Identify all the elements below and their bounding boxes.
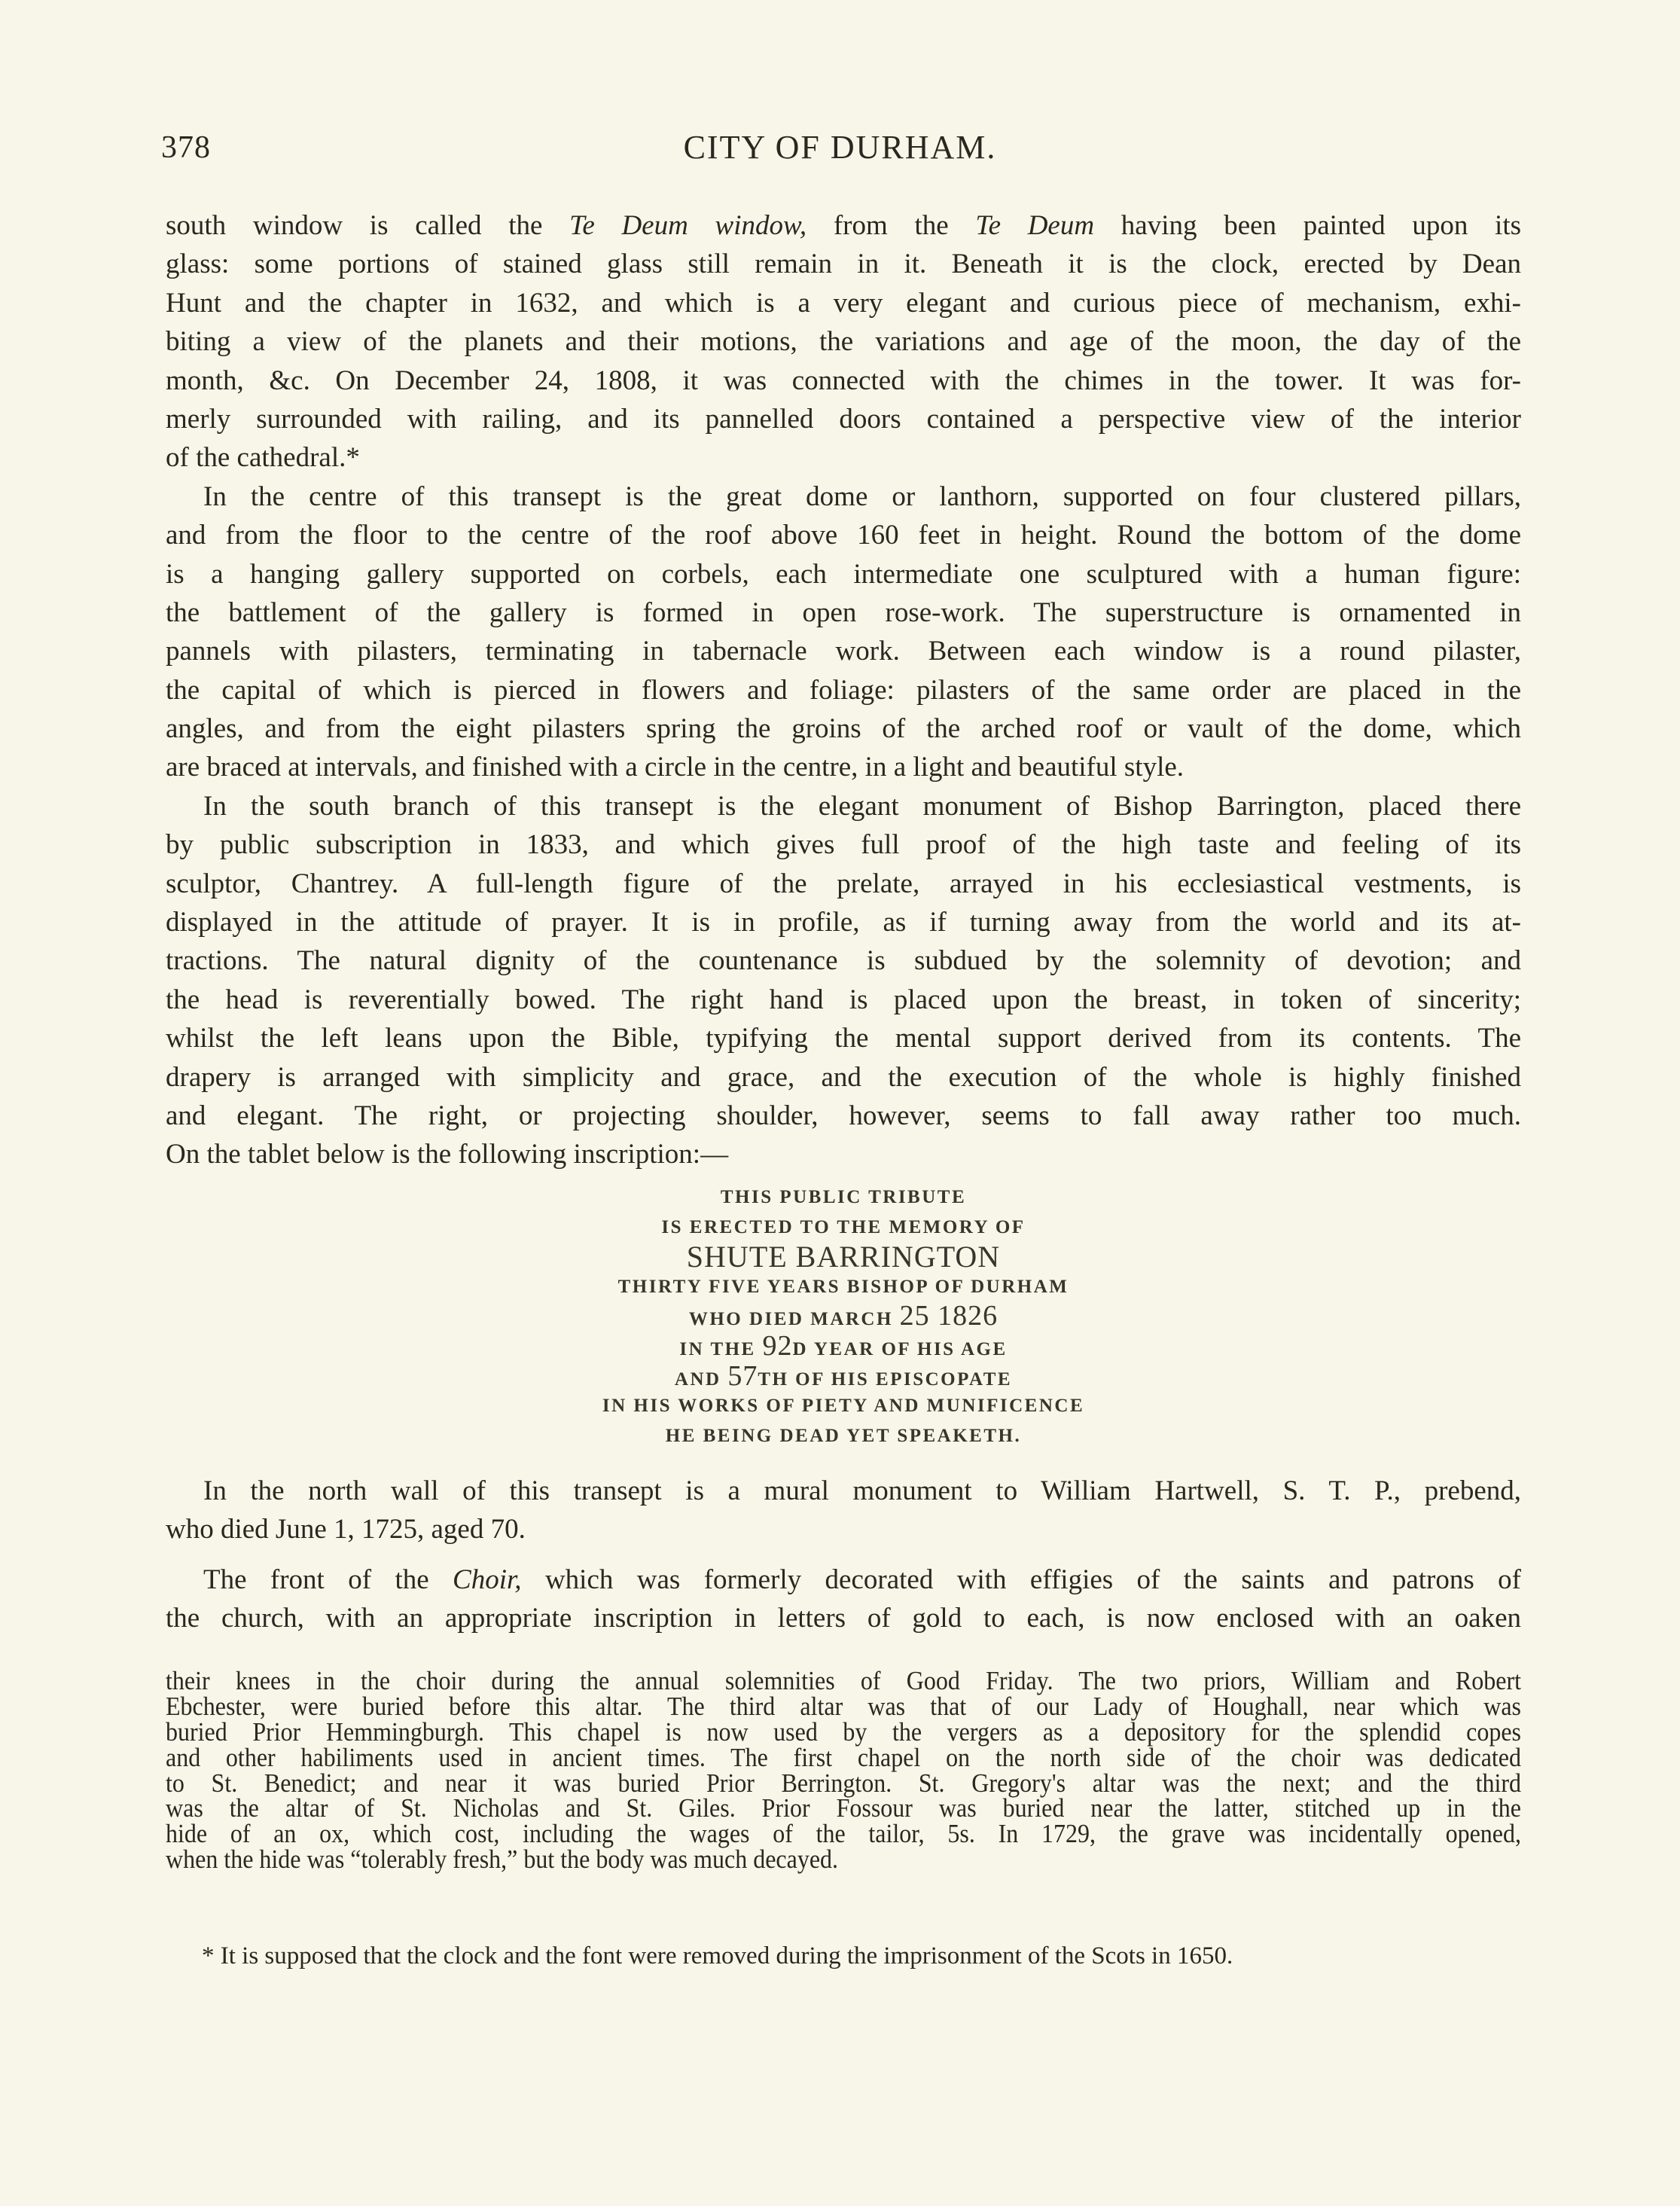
text-line [166, 1561, 1521, 1599]
text-line: tractions. The natural dignity of the countenance is subdued by the solemnity of devotion; and [166, 945, 1521, 977]
text-line: biting a view of the planets and their motions, the variations and age of the moon, the day of the [166, 326, 1521, 358]
text-line: glass: some portions of stained glass still remain in it. Beneath it is the clock, erected by Dean [166, 249, 1521, 280]
text-run: AND [674, 1368, 728, 1390]
text-run: having been painted upon its [1094, 210, 1522, 241]
text-line: Ebchester, were buried before this altar. The third altar was that of our Lady of Houghall, near which was [166, 1691, 1521, 1721]
text-line: the church, with an appropriate inscription in letters of gold to each, is now enclosed with an oaken [166, 1603, 1521, 1634]
paragraph-choir [166, 1561, 1521, 1638]
text-line: Hunt and the chapter in 1632, and which is a very elegant and curious piece of mechanism, exhi- [166, 287, 1521, 319]
continued-footnote [166, 1665, 1521, 1874]
text-line: In the centre of this transept is the great dome or lanthorn, supported on four clustered pillars, [203, 481, 1521, 512]
body-text [166, 206, 1521, 1174]
text-run: D YEAR OF HIS AGE [792, 1338, 1008, 1359]
text-line: their knees in the choir during the annual solemnities of Good Friday. The two priors, William and Robert [166, 1665, 1521, 1695]
text-line [166, 1301, 1521, 1332]
numeral-text: 57 [727, 1359, 758, 1392]
text-line: the capital of which is pierced in flowers and foliage: pilasters of the same order are placed in the [166, 674, 1521, 706]
text-line: the head is reverentially bowed. The right hand is placed upon the breast, in token of sincerity; [166, 984, 1521, 1015]
running-title: CITY OF DURHAM. [683, 129, 997, 166]
text-line: to St. Benedict; and near it was buried Prior Berrington. St. Gregory's altar was the next; and the third [166, 1768, 1521, 1797]
text-line: In the south branch of this transept is the elegant monument of Bishop Barrington, placed there [203, 790, 1521, 822]
text-line: when the hide was “tolerably fresh,” but the body was much decayed. [166, 1844, 839, 1874]
text-line: HE BEING DEAD YET SPEAKETH. [665, 1425, 1022, 1446]
text-line: THIRTY FIVE YEARS BISHOP OF DURHAM [617, 1276, 1069, 1297]
text-line: was the altar of St. Nicholas and St. Giles. Prior Fossour was buried near the latter, stitched up in the [166, 1793, 1521, 1823]
italic-text: Te Deum [975, 210, 1095, 241]
text-line: are braced at intervals, and finished with a circle in the centre, in a light and beautiful style. [166, 752, 1185, 783]
text-line: In the north wall of this transept is a mural monument to William Hartwell, S. T. P., prebend, [203, 1475, 1521, 1506]
text-line [166, 1359, 1521, 1392]
text-line: * It is supposed that the clock and the font were removed during the imprisonment of the Scots in 1650. [202, 1942, 1233, 1970]
text-line: whilst the left leans upon the Bible, typifying the mental support derived from its contents. The [166, 1023, 1521, 1054]
text-line: pannels with pilasters, terminating in tabernacle work. Between each window is a round pilaster, [166, 636, 1521, 667]
text-run: WHO DIED MARCH [688, 1309, 900, 1330]
text-line: by public subscription in 1833, and which gives full proof of the high taste and feeling of its [166, 829, 1521, 861]
text-line [166, 206, 1521, 245]
paragraph-hartwell [166, 1472, 1521, 1549]
inscription-name: SHUTE BARRINGTON [686, 1240, 1001, 1274]
text-run: from the [806, 210, 976, 241]
page-number: 378 [161, 130, 211, 165]
footnote [166, 1941, 1521, 1971]
text-line: of the cathedral.* [166, 442, 360, 474]
text-run: The front of the [203, 1564, 453, 1595]
text-line: the battlement of the gallery is formed in open rose-work. The superstructure is ornamented in [166, 597, 1521, 628]
text-run: TH OF HIS EPISCOPATE [758, 1368, 1013, 1390]
italic-text: Choir, [453, 1564, 522, 1595]
text-line: and from the floor to the centre of the roof above 160 feet in height. Round the bottom of the dome [166, 520, 1521, 551]
text-line: On the tablet below is the following inscription:— [166, 1139, 729, 1170]
text-line: sculptor, Chantrey. A full-length figure of the prelate, arrayed in his ecclesiastical vestments, is [166, 868, 1521, 899]
text-line: displayed in the attitude of prayer. It is in profile, as if turning away from the world and its at- [166, 907, 1521, 938]
text-line: THIS PUBLIC TRIBUTE [720, 1187, 967, 1207]
text-line: merly surrounded with railing, and its pannelled doors contained a perspective view of the interior [166, 403, 1521, 435]
text-line: and elegant. The right, or projecting shoulder, however, seems to fall away rather too much. [166, 1100, 1521, 1131]
text-line: month, &c. On December 24, 1808, it was connected with the chimes in the tower. It was for- [166, 365, 1521, 396]
text-run: IN THE [679, 1338, 763, 1359]
text-line: IS ERECTED TO THE MEMORY OF [661, 1216, 1026, 1237]
text-run: which was formerly decorated with effigies of the saints and patrons of [521, 1564, 1521, 1595]
numeral-text: 92 [762, 1329, 793, 1362]
numeral-text: 25 1826 [899, 1300, 999, 1332]
text-line: angles, and from the eight pilasters spring the groins of the arched roof or vault of the dome, which [166, 713, 1521, 745]
text-line [166, 1329, 1521, 1362]
text-line: is a hanging gallery supported on corbels, each intermediate one sculptured with a human figure: [166, 558, 1521, 590]
text-line: buried Prior Hemmingburgh. This chapel is now used by the vergers as a depository for the splendid copes [166, 1716, 1521, 1747]
text-run: south window is called the [166, 210, 570, 241]
text-line: hide of an ox, which cost, including the wages of the tailor, 5s. In 1729, the grave was incidentally opened, [166, 1818, 1521, 1848]
text-line: and other habiliments used in ancient times. The first chapel on the north side of the choir was dedicated [166, 1742, 1521, 1772]
italic-text: Te Deum window, [569, 210, 807, 241]
text-line: drapery is arranged with simplicity and grace, and the execution of the whole is highly finished [166, 1061, 1521, 1093]
monument-inscription [166, 1182, 1521, 1451]
text-line: who died June 1, 1725, aged 70. [166, 1514, 526, 1545]
text-line: IN HIS WORKS OF PIETY AND MUNIFICENCE [602, 1396, 1085, 1417]
